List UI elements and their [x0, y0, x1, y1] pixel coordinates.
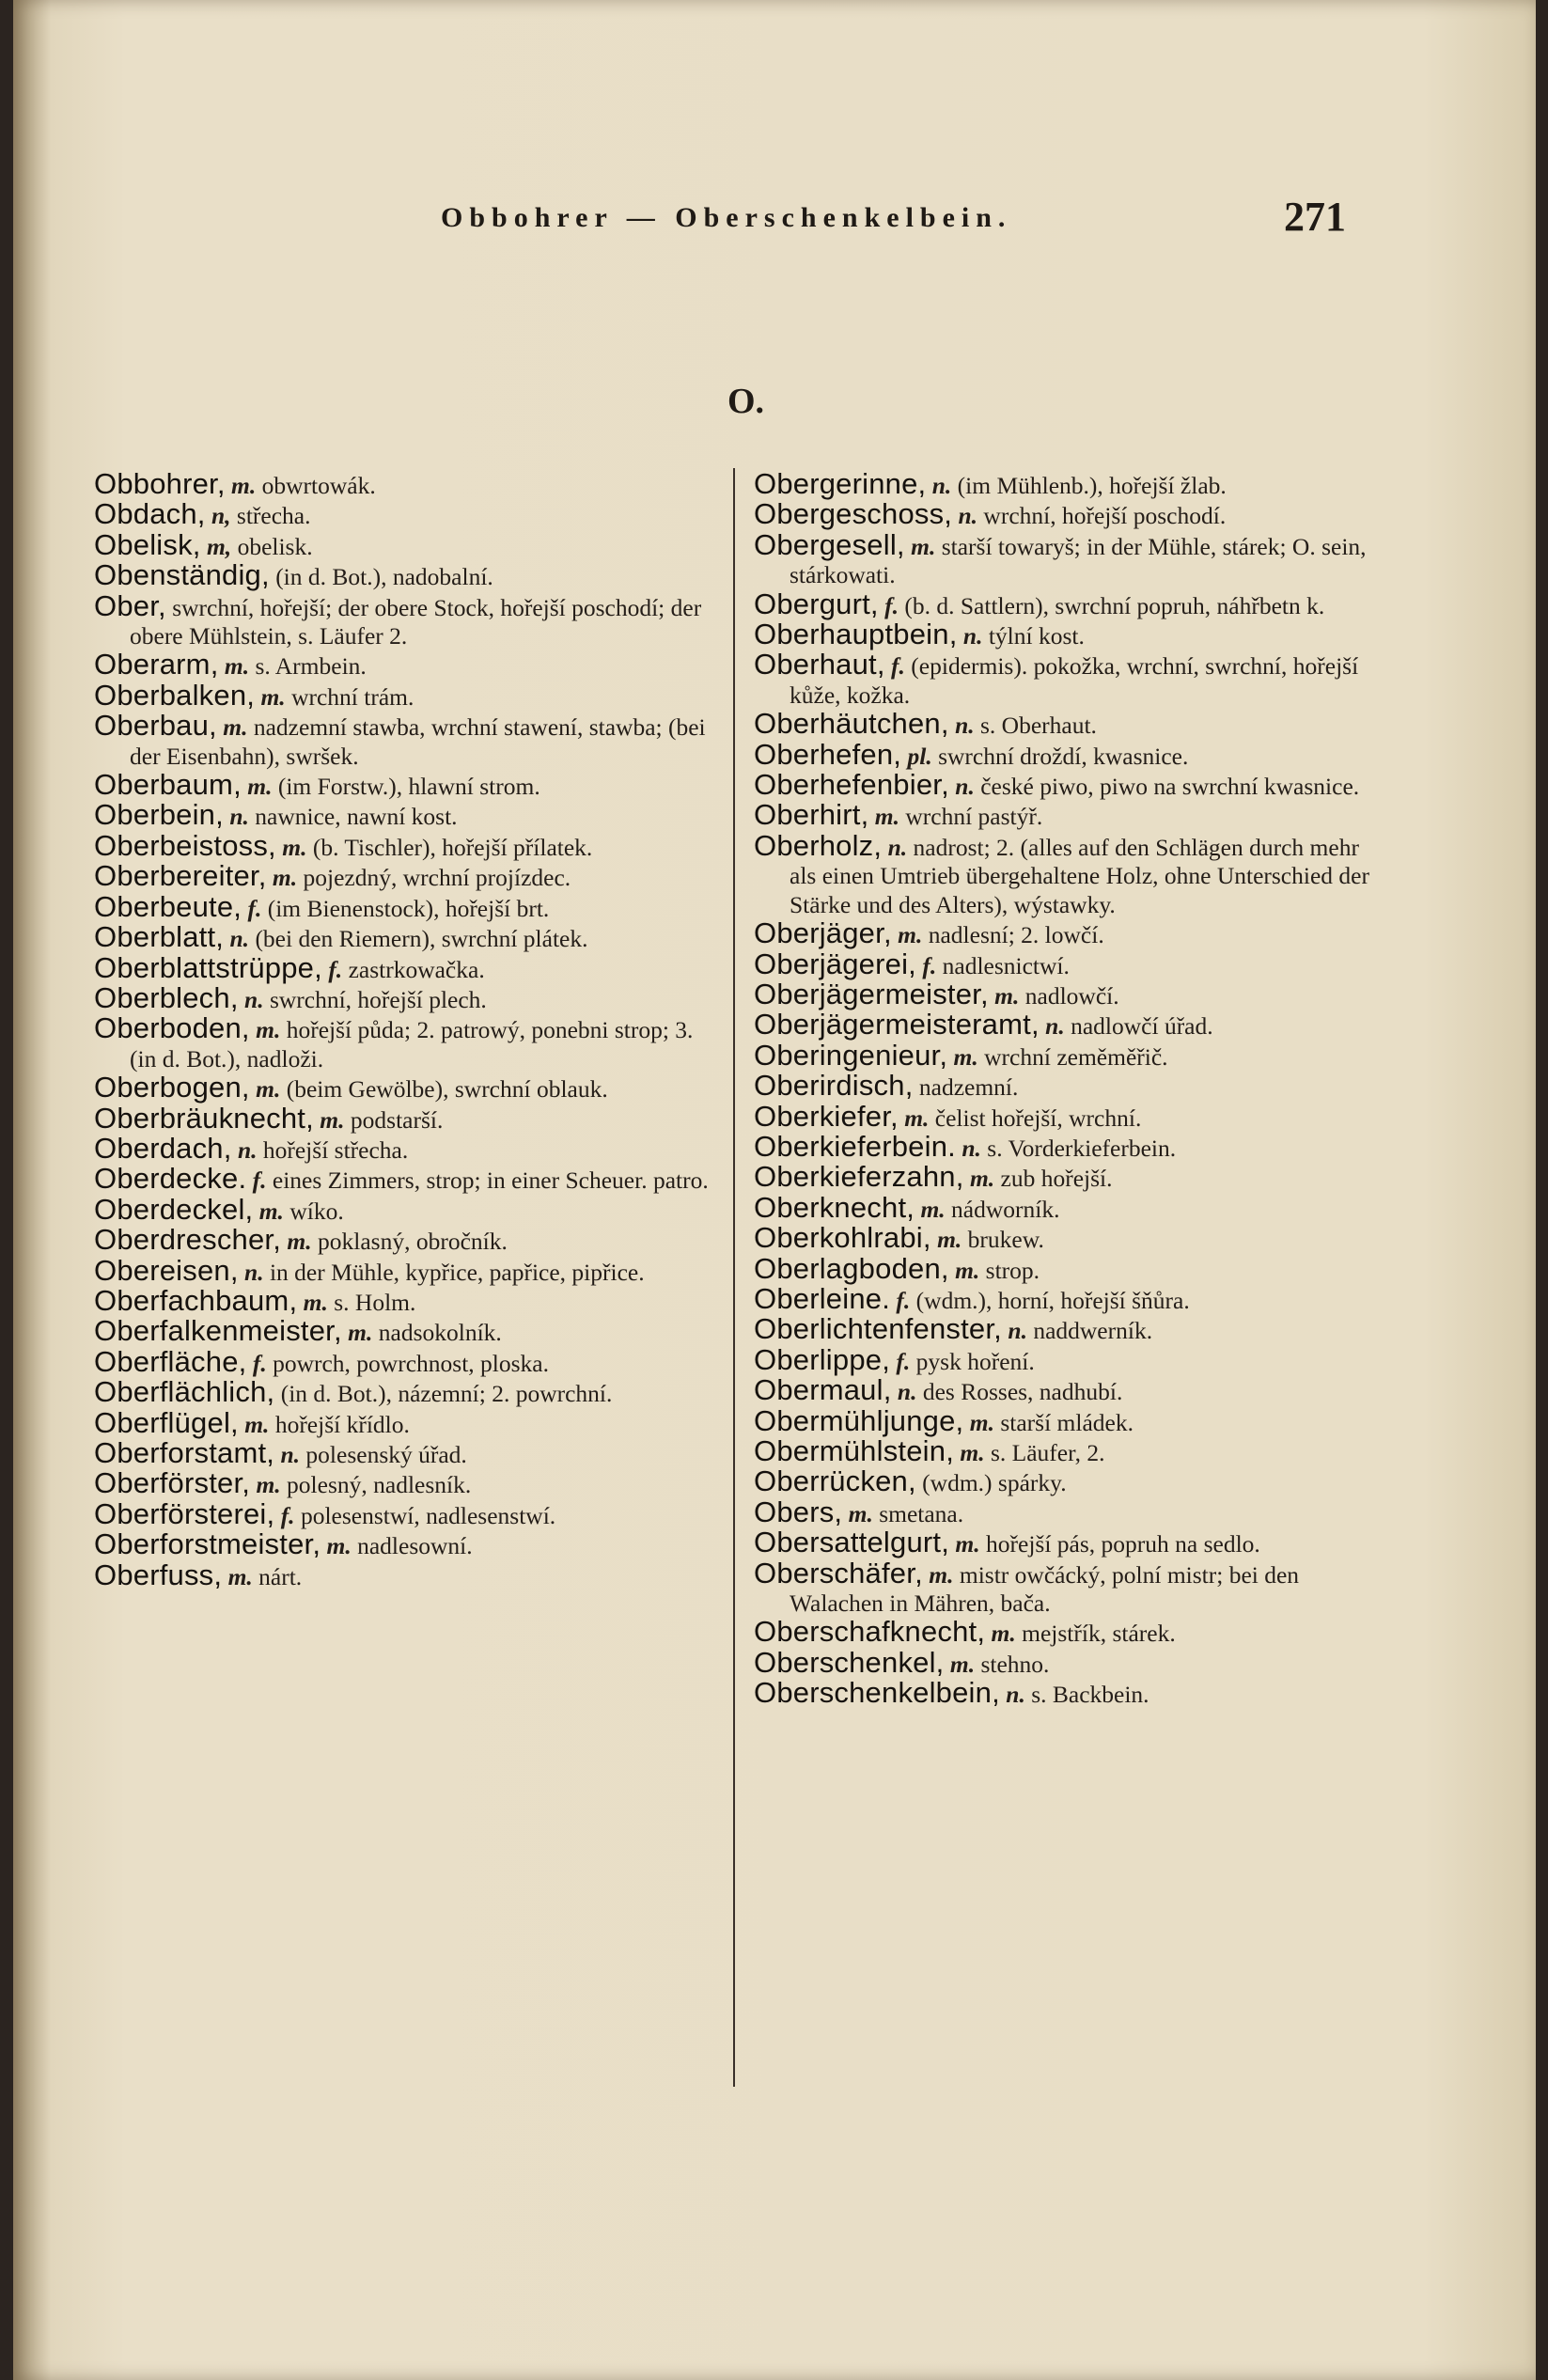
entry-headword: Oberlichtenfenster,: [754, 1312, 1003, 1346]
dictionary-entry: [754, 768, 1379, 802]
entry-headword: Oberbaum,: [94, 768, 242, 802]
dictionary-entry: [94, 920, 719, 954]
entry-definition: naddwerník.: [1033, 1317, 1153, 1345]
entry-definition: wrchní zeměměřič.: [984, 1042, 1168, 1071]
binding-shadow: [13, 0, 51, 2380]
entry-grammar: m.: [244, 1410, 270, 1438]
dictionary-entry: [754, 1221, 1379, 1255]
entry-grammar: m.: [348, 1319, 373, 1347]
dictionary-entry: [94, 497, 719, 531]
column-divider: [733, 468, 735, 2087]
entry-headword: Oberfuss,: [94, 1558, 223, 1591]
entry-definition: s. Holm.: [334, 1288, 416, 1316]
entry-headword: Oberbalken,: [94, 678, 256, 712]
entry-definition: (in d. Bot.), názemní; 2. powrchní.: [280, 1380, 613, 1408]
dictionary-entry: [754, 1160, 1379, 1194]
dictionary-page: [13, 0, 1536, 2380]
right-column: [754, 467, 1379, 1710]
entry-grammar: m.: [969, 1408, 994, 1436]
entry-definition: nadzemní stawba, wrchní stawení, stawba; (bei der Eisenbahn), swršek.: [130, 713, 706, 770]
dictionary-entry: [94, 828, 719, 862]
dictionary-entry: [94, 1375, 719, 1409]
entry-grammar: m.: [256, 1016, 281, 1044]
entry-grammar: m.: [969, 1165, 995, 1193]
dictionary-entry: [754, 947, 1379, 980]
dictionary-entry: [754, 1434, 1379, 1467]
entry-grammar: n.: [887, 833, 908, 861]
entry-headword: Oberjägermeister,: [754, 977, 989, 1010]
entry-grammar: m.: [256, 1075, 281, 1104]
entry-definition: stehno.: [980, 1650, 1050, 1678]
dictionary-entry: [94, 1253, 719, 1287]
entry-grammar: m.: [223, 713, 248, 742]
entry-grammar: n.: [962, 622, 983, 650]
dictionary-entry: [754, 798, 1379, 832]
entry-grammar: m.: [227, 1562, 253, 1590]
entry-grammar: f.: [280, 1501, 295, 1529]
entry-definition: hořejší střecha.: [262, 1135, 409, 1164]
entry-headword: Oberknecht,: [754, 1190, 915, 1224]
entry-definition: hořejší půda; 2. patrowý, ponebni strop; 3. (in d. Bot.), nadloži.: [130, 1016, 694, 1073]
entry-headword: Oberingenieur,: [754, 1038, 948, 1072]
dictionary-entry: [94, 709, 719, 771]
entry-headword: Oberlippe,: [754, 1342, 891, 1376]
entry-definition: (b. d. Sattlern), swrchní popruh, náhřbetn k.: [904, 591, 1325, 619]
entry-grammar: f.: [891, 652, 905, 681]
entry-definition: nadlowčí úřad.: [1071, 1012, 1213, 1041]
entry-headword: Oberkieferbein.: [754, 1129, 956, 1163]
entry-grammar: m.: [258, 1197, 284, 1225]
entry-definition: střecha.: [236, 502, 311, 530]
dictionary-entry: [754, 1099, 1379, 1133]
entry-definition: smetana.: [879, 1499, 964, 1527]
entry-headword: Obersattelgurt,: [754, 1526, 950, 1559]
entry-headword: Oberjägermeisteramt,: [754, 1008, 1040, 1041]
entry-grammar: n.: [1006, 1681, 1025, 1709]
dictionary-entry: [94, 1314, 719, 1348]
dictionary-entry: [94, 1011, 719, 1073]
entry-grammar: f.: [252, 1349, 267, 1377]
dictionary-entry: [754, 1615, 1379, 1649]
entry-grammar: m.: [260, 682, 286, 711]
entry-headword: Oberleine.: [754, 1281, 891, 1315]
dictionary-entry: [94, 1131, 719, 1165]
entry-headword: Obergeschoss,: [754, 497, 953, 531]
entry-definition: (im Forstw.), hlawní strom.: [277, 773, 540, 801]
entry-headword: Oberdrescher,: [94, 1223, 282, 1257]
dictionary-entry: [94, 859, 719, 893]
entry-definition: pysk hoření.: [915, 1347, 1035, 1375]
entry-headword: Oberbau,: [94, 709, 217, 743]
dictionary-entry: [94, 1192, 719, 1226]
entry-grammar: m.: [256, 1471, 281, 1499]
entry-definition: eines Zimmers, strop; in einer Scheuer. patro.: [272, 1167, 709, 1195]
entry-definition: podstarší.: [350, 1105, 444, 1134]
entry-grammar: n.: [244, 985, 264, 1013]
entry-definition: polesenský úřad.: [305, 1441, 467, 1468]
entry-grammar: n.: [229, 925, 250, 953]
entry-grammar: m.: [247, 773, 273, 801]
entry-definition: hořejší křídlo.: [274, 1410, 410, 1438]
entry-grammar: m.: [320, 1105, 345, 1134]
entry-definition: powrch, powrchnost, ploska.: [273, 1349, 549, 1377]
entry-definition: starší mládek.: [1000, 1408, 1134, 1436]
entry-headword: Oberhefenbier,: [754, 768, 949, 802]
entry-definition: wrchní pastýř.: [905, 803, 1043, 831]
entry-grammar: f.: [922, 951, 937, 979]
entry-headword: Oberdeckel,: [94, 1192, 254, 1226]
entry-definition: wíko.: [289, 1197, 344, 1225]
dictionary-entry: [94, 467, 719, 500]
entry-headword: Obbohrer,: [94, 467, 226, 500]
entry-headword: Oberschenkelbein,: [754, 1676, 1000, 1710]
dictionary-entry: [754, 1251, 1379, 1285]
entry-headword: Obenständig,: [94, 558, 270, 592]
entry-grammar: m.: [911, 532, 936, 560]
entry-headword: Oberförsterei,: [94, 1496, 275, 1530]
entry-grammar: n.: [229, 803, 249, 831]
entry-grammar: m,: [206, 532, 232, 560]
entry-definition: nadlowčí.: [1024, 981, 1119, 1010]
entry-definition: nadrost; 2. (alles auf den Schlägen durch mehr als einen Umtrieb übergehaltene Holz, ohne Unterschied der Stärke und des Alters), wýstawky.: [790, 833, 1369, 918]
entry-definition: české piwo, piwo na swrchní kwasnice.: [980, 773, 1360, 801]
dictionary-entry: [754, 527, 1379, 590]
entry-headword: Oberforstmeister,: [94, 1527, 321, 1561]
entry-headword: Oberschenkel,: [754, 1645, 945, 1679]
entry-definition: wrchní trám.: [291, 682, 414, 711]
dictionary-entry: [94, 588, 719, 651]
entry-headword: Oberblatt,: [94, 920, 225, 954]
entry-headword: Oberjäger,: [754, 916, 892, 950]
entry-headword: Oberboden,: [94, 1011, 250, 1045]
entry-headword: Oberbeute,: [94, 889, 242, 923]
entry-definition: nadzemní.: [918, 1073, 1019, 1102]
entry-grammar: m.: [874, 803, 899, 831]
entry-headword: Obermühljunge,: [754, 1403, 964, 1437]
entry-grammar: m.: [282, 833, 307, 861]
entry-grammar: n.: [958, 502, 978, 530]
page-header: [13, 193, 1536, 249]
entry-headword: Oberfläche,: [94, 1344, 247, 1378]
dictionary-entry: [754, 467, 1379, 500]
dictionary-entry: [754, 650, 1379, 710]
dictionary-entry: [94, 1283, 719, 1317]
entry-headword: Oberhirt,: [754, 798, 869, 832]
entry-definition: s. Vorderkieferbein.: [987, 1134, 1177, 1162]
dictionary-entry: [94, 1101, 719, 1135]
entry-headword: Obermaul,: [754, 1373, 892, 1407]
dictionary-entry: [754, 1373, 1379, 1407]
entry-grammar: n.: [897, 1378, 917, 1406]
entry-grammar: m.: [303, 1288, 328, 1316]
dictionary-entry: [754, 1403, 1379, 1437]
entry-headword: Oberkohlrabi,: [754, 1221, 931, 1255]
entry-grammar: m.: [848, 1499, 873, 1527]
dictionary-entry: [94, 889, 719, 923]
entry-headword: Oberfalkenmeister,: [94, 1314, 342, 1348]
entry-headword: Obereisen,: [94, 1253, 239, 1287]
dictionary-entry: [94, 1162, 719, 1196]
dictionary-entry: [94, 527, 719, 561]
entry-grammar: m.: [955, 1530, 980, 1558]
entry-definition: nadlesnictwí.: [942, 951, 1070, 979]
entry-definition: des Rosses, nadhubí.: [922, 1378, 1123, 1406]
entry-definition: obelisk.: [237, 532, 313, 560]
entry-definition: nadlesní; 2. lowčí.: [928, 921, 1104, 949]
entry-grammar: m.: [937, 1226, 962, 1254]
entry-definition: starší towaryš; in der Mühle, stárek; O. sein, stárkowati.: [790, 532, 1367, 589]
entry-definition: (wdm.), horní, hořejší šňůra.: [915, 1286, 1190, 1314]
dictionary-entry: [94, 1073, 719, 1104]
dictionary-entry: [754, 1010, 1379, 1041]
entry-headword: Oberrücken,: [754, 1464, 916, 1498]
entry-headword: Oberhauptbein,: [754, 618, 958, 651]
dictionary-entry: [754, 1069, 1379, 1103]
dictionary-entry: [94, 1436, 719, 1469]
entry-grammar: f.: [252, 1167, 267, 1195]
entry-definition: pojezdný, wrchní projízdec.: [303, 864, 571, 892]
entry-definition: s. Läufer, 2.: [990, 1439, 1105, 1466]
entry-headword: Oberflügel,: [94, 1405, 239, 1439]
entry-definition: čelist hořejší, wrchní.: [934, 1104, 1142, 1132]
dictionary-entry: [754, 1464, 1379, 1498]
entry-definition: strop.: [985, 1256, 1040, 1284]
entry-grammar: m.: [231, 472, 257, 499]
entry-headword: Obergesell,: [754, 527, 905, 561]
entry-definition: (wdm.) spárky.: [922, 1469, 1067, 1497]
entry-grammar: n.: [237, 1135, 258, 1164]
entry-grammar: m.: [991, 1620, 1016, 1648]
entry-definition: (im Bienenstock), hořejší brt.: [267, 894, 550, 922]
entry-definition: swrchní, hořejší; der obere Stock, hořejší poschodí; der obere Mühlstein, s. Läufer 2.: [130, 593, 702, 650]
entry-grammar: m.: [960, 1439, 985, 1466]
entry-headword: Oberblattstrüppe,: [94, 950, 322, 984]
entry-grammar: m.: [287, 1228, 312, 1256]
entry-headword: Oberkieferzahn,: [754, 1160, 964, 1194]
entry-headword: Oberarm,: [94, 648, 219, 681]
entry-definition: (im Mühlenb.), hořejší žlab.: [957, 472, 1227, 499]
dictionary-entry: [94, 1466, 719, 1500]
entry-headword: Oberirdisch,: [754, 1069, 914, 1103]
entry-grammar: m.: [994, 981, 1020, 1010]
entry-headword: Oberflächlich,: [94, 1375, 275, 1409]
dictionary-entry: [94, 1558, 719, 1591]
entry-grammar: f.: [896, 1347, 911, 1375]
running-head: Obbohrer — Oberschenkelbein.: [441, 202, 1012, 233]
entry-grammar: n.: [1008, 1317, 1027, 1345]
entry-grammar: n.: [931, 472, 952, 499]
dictionary-entry: [94, 1496, 719, 1530]
entry-grammar: f.: [884, 591, 899, 619]
entry-definition: (b. Tischler), hořejší přílatek.: [312, 833, 593, 861]
entry-headword: Oberschafknecht,: [754, 1615, 986, 1649]
dictionary-entry: [94, 1223, 719, 1257]
entry-definition: nawnice, nawní kost.: [255, 803, 458, 831]
entry-grammar: m.: [272, 864, 298, 892]
dictionary-entry: [754, 1312, 1379, 1346]
entry-grammar: n.: [955, 773, 975, 801]
entry-definition: poklasný, obročník.: [318, 1228, 508, 1256]
entry-definition: in der Mühle, kypřice, papřice, pipřice.: [269, 1258, 645, 1286]
dictionary-entry: [754, 916, 1379, 950]
entry-grammar: n.: [1045, 1012, 1065, 1041]
entry-definition: obwrtowák.: [261, 472, 376, 499]
entry-definition: nadsokolník.: [378, 1319, 502, 1347]
dictionary-entry: [94, 768, 719, 802]
dictionary-entry: [754, 1190, 1379, 1224]
entry-grammar: n.: [280, 1441, 301, 1468]
entry-headword: Oberjägerei,: [754, 947, 916, 980]
entry-headword: Oberhäutchen,: [754, 707, 949, 741]
dictionary-entry: [94, 798, 719, 832]
entry-grammar: m.: [326, 1532, 352, 1560]
entry-grammar: m.: [955, 1256, 980, 1284]
entry-grammar: m.: [953, 1042, 978, 1071]
dictionary-entry: [754, 707, 1379, 741]
entry-headword: Oberförster,: [94, 1466, 251, 1500]
entry-definition: brukew.: [967, 1226, 1044, 1254]
entry-definition: s. Oberhaut.: [980, 712, 1097, 740]
entry-grammar: m.: [929, 1560, 954, 1589]
entry-grammar: pl.: [907, 742, 932, 770]
entry-headword: Oberbereiter,: [94, 859, 267, 893]
dictionary-entry: [94, 678, 719, 712]
entry-definition: mejstřík, stárek.: [1022, 1620, 1176, 1648]
entry-headword: Oberbogen,: [94, 1071, 250, 1104]
entry-grammar: m.: [920, 1195, 946, 1223]
entry-headword: Oberschäfer,: [754, 1556, 923, 1589]
entry-headword: Oberhefen,: [754, 737, 902, 771]
entry-headword: Oberforstamt,: [94, 1436, 275, 1469]
entry-definition: s. Backbein.: [1031, 1681, 1149, 1709]
dictionary-entry: [754, 497, 1379, 531]
entry-headword: Oberkiefer,: [754, 1099, 899, 1133]
entry-definition: swrchní, hořejší plech.: [269, 985, 487, 1013]
dictionary-entry: [754, 737, 1379, 771]
dictionary-entry: [94, 1344, 719, 1378]
dictionary-entry: [754, 1129, 1379, 1163]
entry-definition: týlní kost.: [988, 622, 1085, 650]
entry-definition: swrchní droždí, kwasnice.: [938, 742, 1189, 770]
entry-headword: Oberhaut,: [754, 648, 885, 681]
entry-headword: Obergerinne,: [754, 467, 927, 500]
page-number: 271: [1284, 194, 1346, 240]
entry-headword: Oberlagboden,: [754, 1251, 949, 1285]
entry-headword: Oberholz,: [754, 828, 883, 862]
entry-definition: (epidermis). pokožka, wrchní, swrchní, hořejší kůže, kožka.: [790, 652, 1359, 709]
section-letter: O.: [727, 382, 765, 421]
entry-definition: mistr owčácký, polní mistr; bei den Walachen in Mähren, bača.: [790, 1560, 1300, 1618]
entry-headword: Ober,: [94, 588, 166, 622]
entry-headword: Obelisk,: [94, 527, 201, 561]
dictionary-entry: [754, 1495, 1379, 1528]
dictionary-entry: [754, 1038, 1379, 1072]
entry-definition: polesný, nadlesník.: [287, 1471, 472, 1499]
entry-definition: s. Armbein.: [255, 652, 367, 681]
entry-grammar: m.: [224, 652, 250, 681]
entry-grammar: n.: [955, 712, 975, 740]
entry-headword: Obermühlstein,: [754, 1434, 955, 1467]
dictionary-entry: [94, 650, 719, 681]
entry-headword: Oberdecke.: [94, 1162, 247, 1196]
entry-headword: Obers,: [754, 1495, 843, 1528]
dictionary-entry: [754, 1281, 1379, 1315]
entry-headword: Oberblech,: [94, 980, 239, 1014]
dictionary-entry: [94, 1405, 719, 1439]
dictionary-entry: [754, 620, 1379, 650]
dictionary-entry: [754, 1556, 1379, 1619]
dictionary-entry: [94, 950, 719, 984]
entry-definition: zastrkowačka.: [348, 955, 485, 983]
entry-definition: wrchní, hořejší poschodí.: [983, 502, 1227, 530]
dictionary-entry: [754, 1676, 1379, 1710]
entry-grammar: f.: [896, 1286, 911, 1314]
entry-grammar: m.: [898, 921, 923, 949]
entry-definition: polesenstwí, nadlesenstwí.: [300, 1501, 556, 1529]
entry-grammar: m.: [949, 1650, 976, 1678]
entry-grammar: f.: [247, 894, 262, 922]
dictionary-entry: [94, 1527, 719, 1561]
entry-headword: Oberfachbaum,: [94, 1283, 298, 1317]
entry-headword: Oberbeistoss,: [94, 828, 276, 862]
dictionary-entry: [94, 980, 719, 1014]
dictionary-entry: [754, 1342, 1379, 1376]
entry-headword: Obdach,: [94, 497, 206, 531]
entry-grammar: n,: [211, 502, 231, 530]
entry-definition: hořejší pás, popruh na sedlo.: [986, 1530, 1260, 1558]
entry-grammar: n.: [962, 1134, 981, 1162]
entry-definition: (bei den Riemern), swrchní plátek.: [255, 925, 588, 953]
entry-headword: Obergurt,: [754, 587, 879, 620]
entry-headword: Oberdach,: [94, 1131, 232, 1165]
dictionary-entry: [754, 1645, 1379, 1679]
entry-definition: nárt.: [258, 1562, 303, 1590]
entry-definition: zub hořejší.: [1000, 1165, 1113, 1193]
dictionary-entry: [754, 977, 1379, 1010]
entry-headword: Oberbein,: [94, 798, 224, 832]
entry-definition: (in d. Bot.), nadobalní.: [275, 563, 493, 591]
dictionary-entry: [94, 558, 719, 592]
entry-definition: nadlesowní.: [357, 1532, 473, 1560]
dictionary-entry: [754, 587, 1379, 620]
entry-headword: Oberbräuknecht,: [94, 1101, 314, 1135]
left-column: [94, 467, 719, 1591]
dictionary-entry: [754, 1528, 1379, 1558]
dictionary-entry: [754, 828, 1379, 919]
entry-grammar: n.: [244, 1258, 264, 1286]
entry-definition: nádworník.: [951, 1195, 1060, 1223]
entry-grammar: f.: [328, 955, 343, 983]
entry-grammar: m.: [904, 1104, 930, 1132]
entry-definition: (beim Gewölbe), swrchní oblauk.: [286, 1075, 608, 1104]
